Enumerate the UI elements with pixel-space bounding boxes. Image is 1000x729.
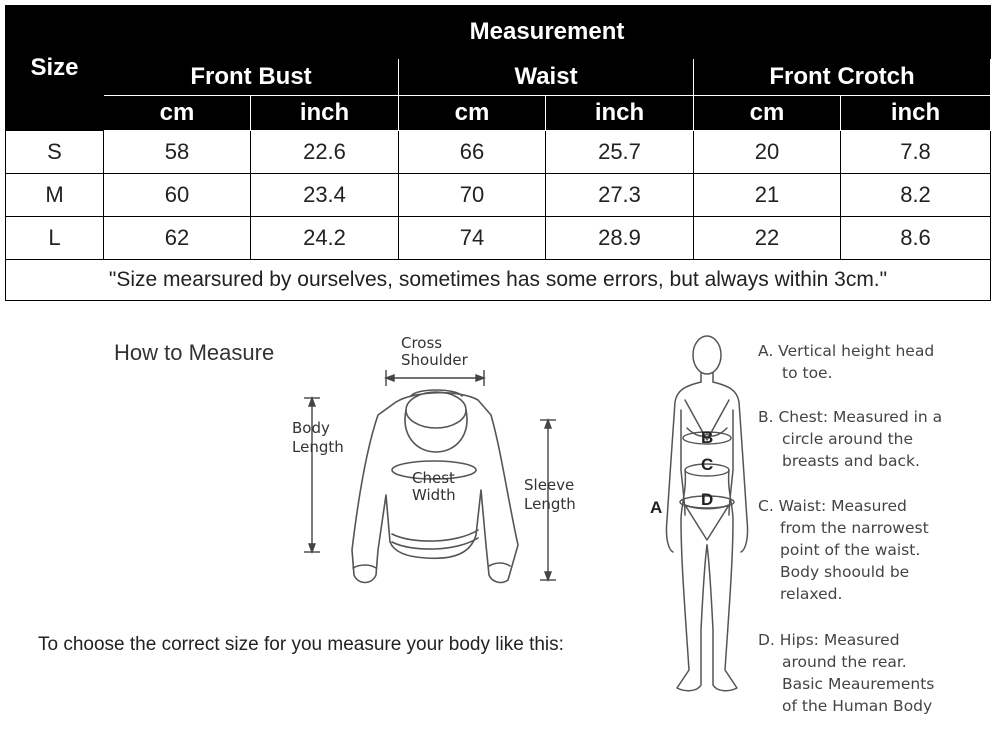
unit-header: cm [399, 96, 546, 131]
shirt-label: Length [524, 495, 576, 513]
value-cell: 62 [104, 217, 251, 260]
body-label-d: D [701, 490, 714, 509]
definition-line: from the narrowest [780, 519, 929, 537]
definition-line: B. Chest: Measured in a [758, 408, 943, 426]
unit-header: cm [104, 96, 251, 131]
value-cell: 8.2 [841, 174, 991, 217]
value-cell: 27.3 [546, 174, 694, 217]
definition-line: point of the waist. [780, 541, 921, 559]
choose-size-instruction: To choose the correct size for you measure your body like this: [38, 634, 564, 655]
unit-header: inch [841, 96, 991, 131]
shirt-diagram [286, 330, 596, 600]
value-cell: 25.7 [546, 131, 694, 174]
table-row [6, 217, 991, 260]
definition-line: breasts and back. [782, 452, 920, 470]
shirt-label: Body [292, 419, 330, 437]
size-cell: L [6, 217, 104, 260]
definition-c [758, 495, 929, 605]
value-cell: 22.6 [251, 131, 399, 174]
value-cell: 21 [694, 174, 841, 217]
definition-a [758, 340, 934, 384]
size-cell: S [6, 131, 104, 174]
definition-line: C. Waist: Measured [758, 497, 907, 515]
definition-b [758, 406, 942, 472]
value-cell: 23.4 [251, 174, 399, 217]
group-header-front-bust: Front Bust [104, 59, 399, 96]
value-cell: 28.9 [546, 217, 694, 260]
how-to-measure-title: How to Measure [114, 340, 275, 365]
value-cell: 60 [104, 174, 251, 217]
definition-d [758, 629, 934, 717]
shirt-label: Cross [401, 334, 443, 352]
definition-line: Basic Meaurements [782, 675, 935, 693]
value-cell: 7.8 [841, 131, 991, 174]
body-diagram [645, 330, 755, 710]
size-cell: M [6, 174, 104, 217]
definition-line: A. Vertical height head [758, 342, 935, 360]
definition-line: circle around the [782, 430, 914, 448]
definition-line: to toe. [782, 364, 833, 382]
measurement-header: Measurement [104, 6, 991, 59]
shirt-label: Length [292, 438, 344, 456]
unit-header: cm [694, 96, 841, 131]
value-cell: 66 [399, 131, 546, 174]
value-cell: 22 [694, 217, 841, 260]
size-chart-table [5, 5, 990, 300]
value-cell: 74 [399, 217, 546, 260]
shirt-label: Sleeve [524, 476, 575, 494]
value-cell: 8.6 [841, 217, 991, 260]
shirt-label: Width [412, 486, 456, 504]
definition-line: Body shoould be [780, 563, 910, 581]
table-row [6, 131, 991, 174]
measurement-note: "Size mearsured by ourselves, sometimes has some errors, but always within 3cm." [6, 260, 991, 301]
shirt-label: Chest [412, 469, 455, 487]
size-chart-grid [5, 5, 991, 301]
value-cell: 24.2 [251, 217, 399, 260]
unit-header: inch [251, 96, 399, 131]
definition-line: around the rear. [782, 653, 907, 671]
size-header: Size [6, 6, 104, 131]
value-cell: 58 [104, 131, 251, 174]
group-header-waist: Waist [399, 59, 694, 96]
shirt-label: Shoulder [401, 351, 468, 369]
body-label-a: A [650, 498, 663, 517]
body-label-b: B [701, 428, 714, 447]
definition-line: D. Hips: Measured [758, 631, 900, 649]
value-cell: 20 [694, 131, 841, 174]
definition-line: of the Human Body [782, 697, 933, 715]
group-header-front-crotch: Front Crotch [694, 59, 991, 96]
definition-line: relaxed. [780, 585, 843, 603]
body-label-c: C [701, 455, 714, 474]
value-cell: 70 [399, 174, 546, 217]
table-row [6, 174, 991, 217]
unit-header: inch [546, 96, 694, 131]
